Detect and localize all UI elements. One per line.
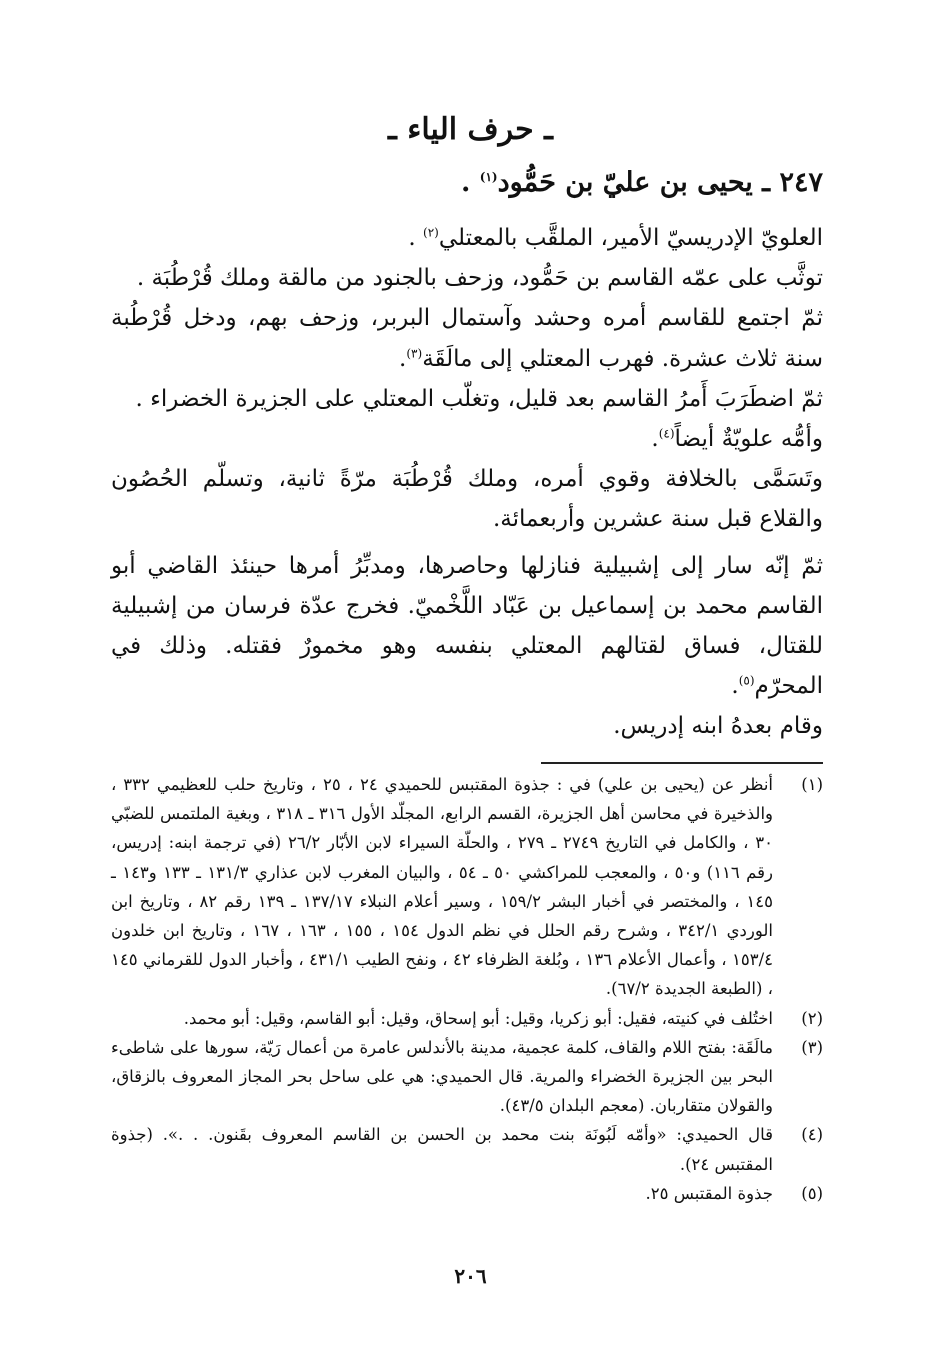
paragraph	[111, 546, 823, 707]
footnote	[111, 1033, 823, 1121]
footnote-divider	[541, 762, 823, 764]
footnote	[111, 1004, 823, 1033]
paragraph-text: وتَسَمَّى بالخلافة وقوي أمره، وملك قُرْطُبَة مرّةً ثانية، وتسلّم الحُصُون والقلاع قبل سنة عشرين وأربعمائة.	[111, 466, 823, 533]
paragraph-text: وقام بعدهُ ابنه إدريس.	[613, 713, 823, 740]
footnote-text: اختُلف في كنيته، فقيل: أبو زكريا، وقيل: أبو إسحاق، وقيل: أبو القاسم، وقيل: أبو محمد.	[183, 1008, 773, 1028]
footnote-text: أنظر عن (يحيى بن علي) في : جذوة المقتبس للحميدي ٢٤ ، ٢٥ ، وتاريخ حلب للعظيمي ٣٣٢ ، والذخيرة في محاسن أهل الجزيرة، القسم الرابع، المجلّد الأول ٣١٦ ـ ٣١٨ ، وبغية الملتمس للضبّي ٣٠ ، والكامل في التاريخ ٢٧٤٩ ـ ٢٧٩ ، والحلّة السيراء لابن الأبّار ٢٦/٢ (في ترجمة ابنه: إدريس، رقم ١١٦) و٥٠ ، والمعجب للمراكشي ٥٠ ـ ٥٤ ، والبيان المغرب لابن عذاري ١٣١/٣ ـ ١٣٣ و١٤٣ ـ ١٤٥ ، والمختصر في أخبار البشر ١٥٩/٢ ، وسير أعلام النبلاء ١٣٧/١٧ ـ ١٣٩ رقم ٨٢ ، وتاريخ ابن الوردي ٣٤٢/١ ، وشرح رقم الحلل في نظم الدول ١٥٤ ، ١٥٥ ، ١٦٣ ، ١٦٧ ، وتاريخ ابن خلدون ١٥٣/٤ ، وأعمال الأعلام ١٣٦ ، وبُلغة الظرفاء ٤٢ ، ونفح الطيب ٤٣١/١ ، وأخبار الدول للقرماني ١٤٥ ، (الطبعة الجديدة ٦٧/٢).	[111, 775, 773, 999]
paragraph	[111, 298, 823, 378]
footnote-number: (٣)	[801, 1037, 823, 1057]
footnote-number: (٤)	[801, 1125, 823, 1145]
paragraph	[111, 218, 823, 258]
footnote-text: جذوة المقتبس ٢٥.	[645, 1183, 773, 1203]
paragraph-end: .	[399, 345, 407, 372]
entry-name: يحيى بن عليّ بن حَمُّود	[497, 167, 753, 198]
paragraph-text: العلويّ الإدريسيّ الأمير، الملقَّب بالمعتلي	[438, 225, 823, 251]
page-number: ٢٠٦	[454, 1264, 487, 1288]
paragraph-text: وأمُّه علويّةٌ أيضاً	[674, 426, 823, 453]
footnote	[111, 770, 823, 1004]
footnote-ref: (١)	[479, 170, 498, 184]
paragraph-end: .	[731, 673, 739, 700]
paragraph-text: ثمّ إنّه سار إلى إشبيلية فنازلها وحاصرها، ومدبِّرُ أمرها حينئذ القاضي أبو القاسم محمد بن إسماعيل بن عَبّاد اللَّخْميّ. فخرج عدّة فرسان من إشبيلية للقتال، فساق لقتالهم المعتلي بنفسه وهو مخمورٌ فقتله. وذلك في المحرّم	[111, 552, 823, 700]
footnote-number: (١)	[801, 775, 823, 794]
paragraph-text: ثمّ اضطَرَبَ أَمرُ القاسم بعد قليل، وتغلّب المعتلي على الجزيرة الخضراء .	[135, 385, 823, 412]
footnote-ref: (٥)	[738, 673, 755, 688]
paragraph	[111, 706, 823, 746]
footnote-ref: (٤)	[658, 426, 675, 441]
entry-number: ٢٤٧	[779, 167, 823, 198]
paragraph-text: توثَّب على عمّه القاسم بن حَمُّود، وزحف بالجنود من مالقة وملك قُرْطُبَة .	[136, 265, 823, 292]
footnote-number: (٥)	[801, 1183, 823, 1203]
footnote-ref: (٣)	[406, 345, 423, 360]
chapter-header: ـ حرف الياء ـ	[388, 112, 553, 147]
footnote-ref: (٢)	[423, 225, 439, 240]
paragraph	[111, 379, 823, 419]
entry-title	[123, 167, 823, 198]
paragraph-end: .	[408, 225, 424, 251]
footnote-number: (٢)	[801, 1008, 823, 1028]
paragraph-end: .	[651, 426, 659, 453]
footnote	[111, 1120, 823, 1178]
footnote-text: مالَقَة: بفتح اللام والقاف، كلمة عجمية، مدينة بالأندلس عامرة من أعمال رَيّة، سورها على شاطىء البحر بين الجزيرة الخضراء والمرية. قال الحميدي: هي على ساحل بحر المجاز المعروف بالزقاق، والقولان متقاربان. (معجم البلدان ٤٣/٥).	[111, 1037, 773, 1116]
footnotes	[111, 770, 823, 1208]
paragraph	[111, 459, 823, 539]
entry-separator: ـ	[752, 167, 780, 198]
paragraph	[111, 419, 823, 459]
body-text	[111, 218, 823, 747]
entry-end: .	[460, 167, 480, 198]
footnote	[111, 1179, 823, 1208]
paragraph-text: ثمّ اجتمع للقاسم أمره وحشد وآستمال البربر، وزحف بهم، ودخل قُرْطُبة سنة ثلاث عشرة. فهرب المعتلي إلى مالَقَة	[111, 305, 823, 372]
paragraph	[111, 258, 823, 298]
footnote-text: قال الحميدي: «وأمّه لَبُونَة بنت محمد بن الحسن بن القاسم المعروف بقَنون. . .». (جذوة المقتبس ٢٤).	[111, 1125, 773, 1174]
